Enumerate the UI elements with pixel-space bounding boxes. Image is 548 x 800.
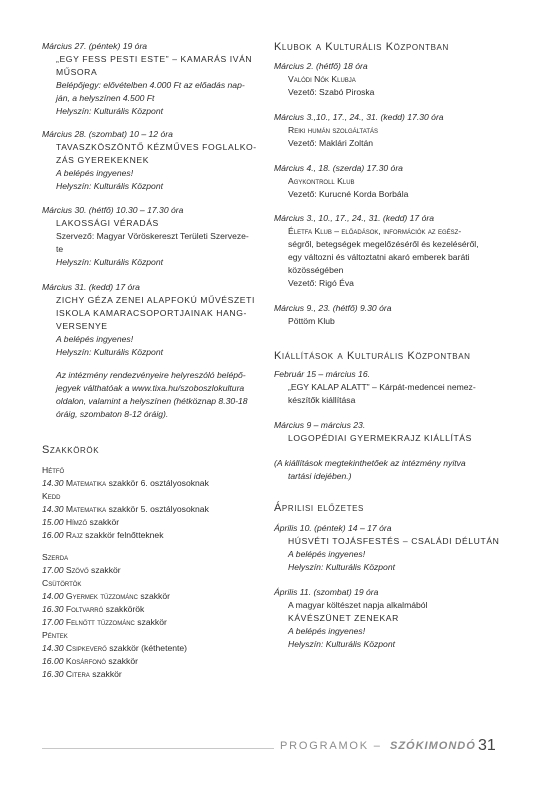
section-heading-klubok: Klubok a Kulturális Központban — [274, 41, 449, 53]
workshop-item — [42, 564, 264, 576]
workshop-rest: szakkör — [89, 517, 120, 527]
section-heading-aprilisi: Áprilisi előzetes — [274, 502, 364, 514]
workshop-time: 14.30 — [42, 643, 64, 653]
workshop-name: Citera — [65, 669, 90, 679]
workshop-time: 15.00 — [42, 517, 64, 527]
event-detail: A belépés ingyenes! — [288, 626, 366, 636]
event-title: MŰSORA — [56, 67, 98, 77]
club-name: Reiki humán szolgáltatás — [288, 125, 378, 135]
day-label: Csütörtök — [42, 578, 82, 588]
exhibition-date: Március 9 – március 23. — [274, 420, 366, 430]
workshop-item — [42, 529, 264, 541]
workshop-time: 14.30 — [42, 504, 64, 514]
workshop-name: Csipkeverő — [65, 643, 107, 653]
workshop-item — [42, 603, 264, 615]
ticket-note: oldalon, valamint a helyszínen (hétköznap 8.30-18 — [56, 396, 248, 406]
club-description: egy változni és változtatni akaró emberek baráti — [288, 252, 470, 262]
exhibition-note: (A kiállítások megtekinthetőek az intézmény nyitva — [274, 458, 466, 468]
page-footer — [0, 738, 548, 768]
workshop-rest: szakkör — [137, 617, 167, 627]
workshop-item — [42, 668, 264, 680]
workshop-item — [42, 616, 264, 628]
workshop-name: Rajz — [65, 530, 83, 540]
event-title: VERSENYE — [56, 321, 108, 331]
event-title: „EGY FESS PESTI ESTE” – KAMARÁS IVÁN — [56, 54, 253, 64]
workshop-item — [42, 642, 264, 654]
exhibition-date: Február 15 – március 16. — [274, 369, 371, 379]
section-heading-kiallitasok: Kiállítások a Kulturális Központban — [274, 350, 471, 362]
club-leader: Vezető: Szabó Piroska — [288, 87, 375, 97]
club-date: Március 2. (hétfő) 18 óra — [274, 61, 368, 71]
publication-logo: SZÓKIMONDÓ — [390, 740, 476, 752]
ticket-note: Az intézmény rendezvényeire helyreszóló belépő- — [56, 370, 246, 380]
club-name: Agykontroll Klub — [288, 176, 355, 186]
workshop-rest: szakkör — [140, 591, 170, 601]
workshop-rest: szakkör — [92, 669, 122, 679]
workshop-time: 17.00 — [42, 617, 64, 627]
workshop-name: Felnőtt tűzzománc — [65, 617, 135, 627]
workshop-time: 16.00 — [42, 656, 64, 666]
event-title: ZICHY GÉZA ZENEI ALAPFOKÚ MŰVÉSZETI — [56, 295, 255, 305]
club-date: Március 9., 23. (hétfő) 9.30 óra — [274, 303, 392, 313]
event-venue: Helyszín: Kulturális Központ — [56, 257, 163, 267]
event-date: Március 31. (kedd) 17 óra — [42, 282, 140, 292]
workshop-time: 16.30 — [42, 669, 64, 679]
club-date: Március 4., 18. (szerda) 17.30 óra — [274, 163, 403, 173]
event-venue: Helyszín: Kulturális Központ — [288, 562, 395, 572]
event-title: HÚSVÉTI TOJÁSFESTÉS – CSALÁDI DÉLUTÁN — [288, 536, 500, 546]
footer-section-label: PROGRAMOK – — [280, 740, 382, 752]
workshop-rest: szakkör 6. osztályosoknak — [108, 478, 209, 488]
event-detail: A belépés ingyenes! — [288, 549, 366, 559]
ticket-note: óráig, szombaton 8-12 óráig). — [56, 409, 169, 419]
event-detail: A belépés ingyenes! — [56, 168, 134, 178]
section-heading-szakkorok: Szakkörök — [42, 444, 100, 456]
event-date: Április 10. (péntek) 14 – 17 óra — [274, 523, 392, 533]
workshop-rest: szakkör 5. osztályosoknak — [108, 504, 209, 514]
club-description: közösségében — [288, 265, 344, 275]
event-date: Március 27. (péntek) 19 óra — [42, 41, 148, 51]
event-venue: Helyszín: Kulturális Központ — [56, 106, 163, 116]
event-detail: Belépőjegy: elővételben 4.000 Ft az előadás nap- — [56, 80, 245, 90]
workshop-time: 14.30 — [42, 478, 64, 488]
event-date: Április 11. (szombat) 19 óra — [274, 587, 379, 597]
event-title: KÁVÉSZÜNET ZENEKAR — [288, 613, 399, 623]
club-name: Valódi Nők Klubja — [288, 74, 356, 84]
workshop-name: Foltvarró — [65, 604, 104, 614]
workshop-item — [42, 477, 264, 489]
workshop-rest: szakkör (kéthetente) — [109, 643, 188, 653]
workshop-name: Matematika — [65, 478, 107, 488]
club-name: Pöttöm Klub — [288, 316, 335, 326]
day-label: Hétfő — [42, 465, 65, 475]
workshop-name: Kosárfonó — [65, 656, 106, 666]
workshop-item — [42, 503, 264, 515]
event-title: ISKOLA KAMARACSOPORTJAINAK HANG- — [56, 308, 247, 318]
exhibition-note: tartási idejében.) — [288, 471, 352, 481]
footer-rule — [42, 748, 274, 749]
page-number: 31 — [478, 737, 496, 754]
exhibition-title: LOGOPÉDIAI GYERMEKRAJZ KIÁLLÍTÁS — [288, 433, 472, 443]
club-date: Március 3.,10., 17., 24., 31. (kedd) 17.30 óra — [274, 112, 444, 122]
club-description: ségről, betegségek megelőzéséről és kezeléséről, — [288, 239, 479, 249]
workshop-rest: szakkörök — [105, 604, 145, 614]
workshop-time: 17.00 — [42, 565, 64, 575]
workshop-name: Matematika — [65, 504, 107, 514]
club-leader: Vezető: Rigó Éva — [288, 278, 354, 288]
workshop-time: 16.30 — [42, 604, 64, 614]
ticket-note: jegyek válthatóak a www.tixa.hu/szoboszlokultura — [56, 383, 245, 393]
event-organizer: Szervező: Magyar Vöröskereszt Területi Szerveze- — [56, 231, 249, 241]
event-date: Március 30. (hétfő) 10.30 – 17.30 óra — [42, 205, 184, 215]
event-organizer: te — [56, 244, 64, 254]
day-label: Péntek — [42, 630, 68, 640]
workshop-rest: szakkör — [91, 565, 121, 575]
workshop-name: Gyermek tűzzománc — [65, 591, 138, 601]
event-title: ZÁS GYEREKEKNEK — [56, 155, 150, 165]
workshop-item — [42, 590, 264, 602]
club-date: Március 3., 10., 17., 24., 31. (kedd) 17 óra — [274, 213, 435, 223]
event-detail: A belépés ingyenes! — [56, 334, 134, 344]
workshop-item — [42, 655, 264, 667]
event-title: LAKOSSÁGI VÉRADÁS — [56, 218, 159, 228]
event-detail: ján, a helyszínen 4.500 Ft — [56, 93, 155, 103]
club-leader: Vezető: Maklári Zoltán — [288, 138, 374, 148]
workshop-time: 16.00 — [42, 530, 64, 540]
workshop-item — [42, 516, 264, 528]
workshop-name: Szövő — [65, 565, 89, 575]
day-label: Kedd — [42, 491, 61, 501]
club-leader: Vezető: Kurucné Korda Borbála — [288, 189, 409, 199]
workshop-rest: szakkör — [108, 656, 138, 666]
workshop-time: 14.00 — [42, 591, 64, 601]
event-venue: Helyszín: Kulturális Központ — [288, 639, 395, 649]
event-subtitle: A magyar költészet napja alkalmából — [288, 600, 428, 610]
club-description: Életfa Klub – előadások, információk az egész- — [288, 226, 462, 236]
exhibition-title: készítők kiállítása — [288, 395, 356, 405]
exhibition-title: „EGY KALAP ALATT” – Kárpát-medencei nemez- — [288, 382, 476, 392]
event-venue: Helyszín: Kulturális Központ — [56, 181, 163, 191]
workshop-name: Hímző — [65, 517, 88, 527]
event-title: TAVASZKÖSZÖNTŐ KÉZMŰVES FOGLALKO- — [56, 142, 257, 152]
day-label: Szerda — [42, 552, 69, 562]
workshop-rest: szakkör felnőtteknek — [85, 530, 164, 540]
event-venue: Helyszín: Kulturális Központ — [56, 347, 163, 357]
event-date: Március 28. (szombat) 10 – 12 óra — [42, 129, 173, 139]
